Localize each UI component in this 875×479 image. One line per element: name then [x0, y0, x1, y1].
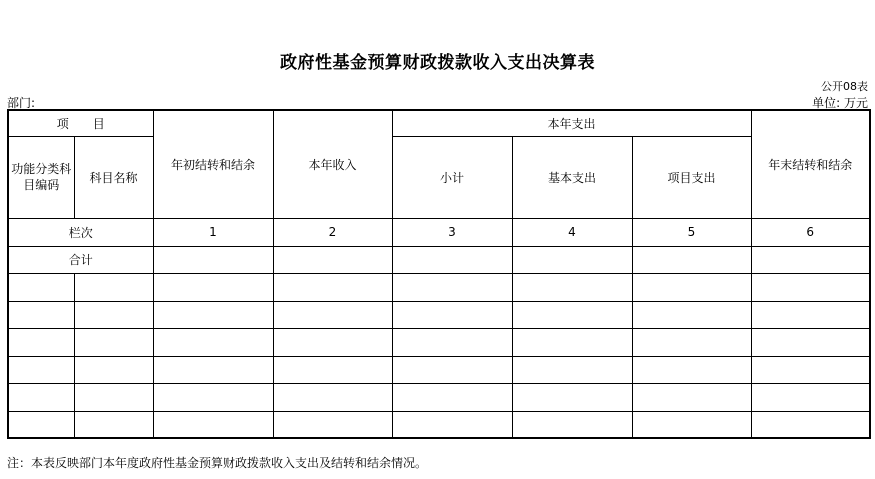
table-cell	[273, 356, 392, 383]
table-cell	[632, 328, 751, 356]
column-number-label: 栏次	[8, 218, 153, 246]
header-row-1	[8, 110, 870, 136]
table-cell	[751, 383, 870, 411]
table-cell	[74, 301, 153, 328]
department-label: 部门:	[7, 96, 36, 110]
page-title: 政府性基金预算财政拨款收入支出决算表	[280, 53, 595, 73]
header-subtotal: 小计	[392, 136, 512, 218]
total-cell	[632, 246, 751, 273]
header-current-income: 本年收入	[273, 110, 392, 218]
header-subject-name: 科目名称	[74, 136, 153, 218]
table-cell	[392, 273, 512, 301]
table-cell	[8, 328, 74, 356]
header-opening-balance: 年初结转和结余	[153, 110, 273, 218]
table-cell	[512, 328, 632, 356]
column-number: 2	[273, 218, 392, 246]
unit-label: 单位: 万元	[812, 96, 868, 110]
table-cell	[8, 301, 74, 328]
column-number: 5	[632, 218, 751, 246]
table-cell	[512, 411, 632, 438]
header-basic-expense: 基本支出	[512, 136, 632, 218]
table-cell	[392, 301, 512, 328]
table-cell	[74, 328, 153, 356]
header-closing-balance: 年末结转和结余	[751, 110, 870, 218]
total-row	[8, 246, 870, 273]
column-number-row	[8, 218, 870, 246]
table-cell	[273, 301, 392, 328]
total-cell	[512, 246, 632, 273]
table-cell	[153, 411, 273, 438]
total-cell	[751, 246, 870, 273]
table-cell	[392, 383, 512, 411]
table-cell	[153, 356, 273, 383]
table-cell	[273, 411, 392, 438]
table-cell	[8, 273, 74, 301]
form-number: 公开08表	[821, 80, 868, 93]
header-item: 项 目	[8, 110, 153, 136]
table-row	[8, 411, 870, 438]
table-cell	[8, 356, 74, 383]
table-row	[8, 328, 870, 356]
table-cell	[392, 328, 512, 356]
budget-table	[7, 109, 871, 439]
table-cell	[74, 273, 153, 301]
column-number: 4	[512, 218, 632, 246]
table-row	[8, 383, 870, 411]
table-cell	[392, 356, 512, 383]
table-cell	[153, 328, 273, 356]
table-cell	[273, 328, 392, 356]
table-cell	[512, 383, 632, 411]
column-number: 1	[153, 218, 273, 246]
table-row	[8, 273, 870, 301]
table-cell	[512, 273, 632, 301]
table-cell	[512, 356, 632, 383]
table-cell	[273, 383, 392, 411]
table-cell	[751, 301, 870, 328]
header-row-2	[8, 136, 870, 178]
table-cell	[632, 411, 751, 438]
header-func-code: 功能分类科目编码	[8, 136, 74, 218]
table-cell	[751, 328, 870, 356]
table-cell	[632, 273, 751, 301]
total-cell	[392, 246, 512, 273]
column-number: 6	[751, 218, 870, 246]
total-cell	[273, 246, 392, 273]
table-cell	[632, 383, 751, 411]
table-cell	[751, 411, 870, 438]
column-number: 3	[392, 218, 512, 246]
table-cell	[632, 356, 751, 383]
footnote: 注：本表反映部门本年度政府性基金预算财政拨款收入支出及结转和结余情况。	[7, 456, 428, 470]
table-cell	[8, 411, 74, 438]
total-cell	[153, 246, 273, 273]
table-cell	[751, 273, 870, 301]
table-cell	[74, 411, 153, 438]
table-cell	[74, 356, 153, 383]
header-current-expense: 本年支出	[392, 110, 751, 136]
total-row-label: 合计	[8, 246, 153, 273]
table-cell	[153, 383, 273, 411]
table-cell	[74, 383, 153, 411]
table-cell	[392, 411, 512, 438]
table-cell	[153, 301, 273, 328]
table-row	[8, 301, 870, 328]
header-project-expense: 项目支出	[632, 136, 751, 218]
table-row	[8, 356, 870, 383]
table-cell	[153, 273, 273, 301]
table-cell	[512, 301, 632, 328]
table-cell	[632, 301, 751, 328]
table-cell	[751, 356, 870, 383]
table-cell	[8, 383, 74, 411]
table-cell	[273, 273, 392, 301]
